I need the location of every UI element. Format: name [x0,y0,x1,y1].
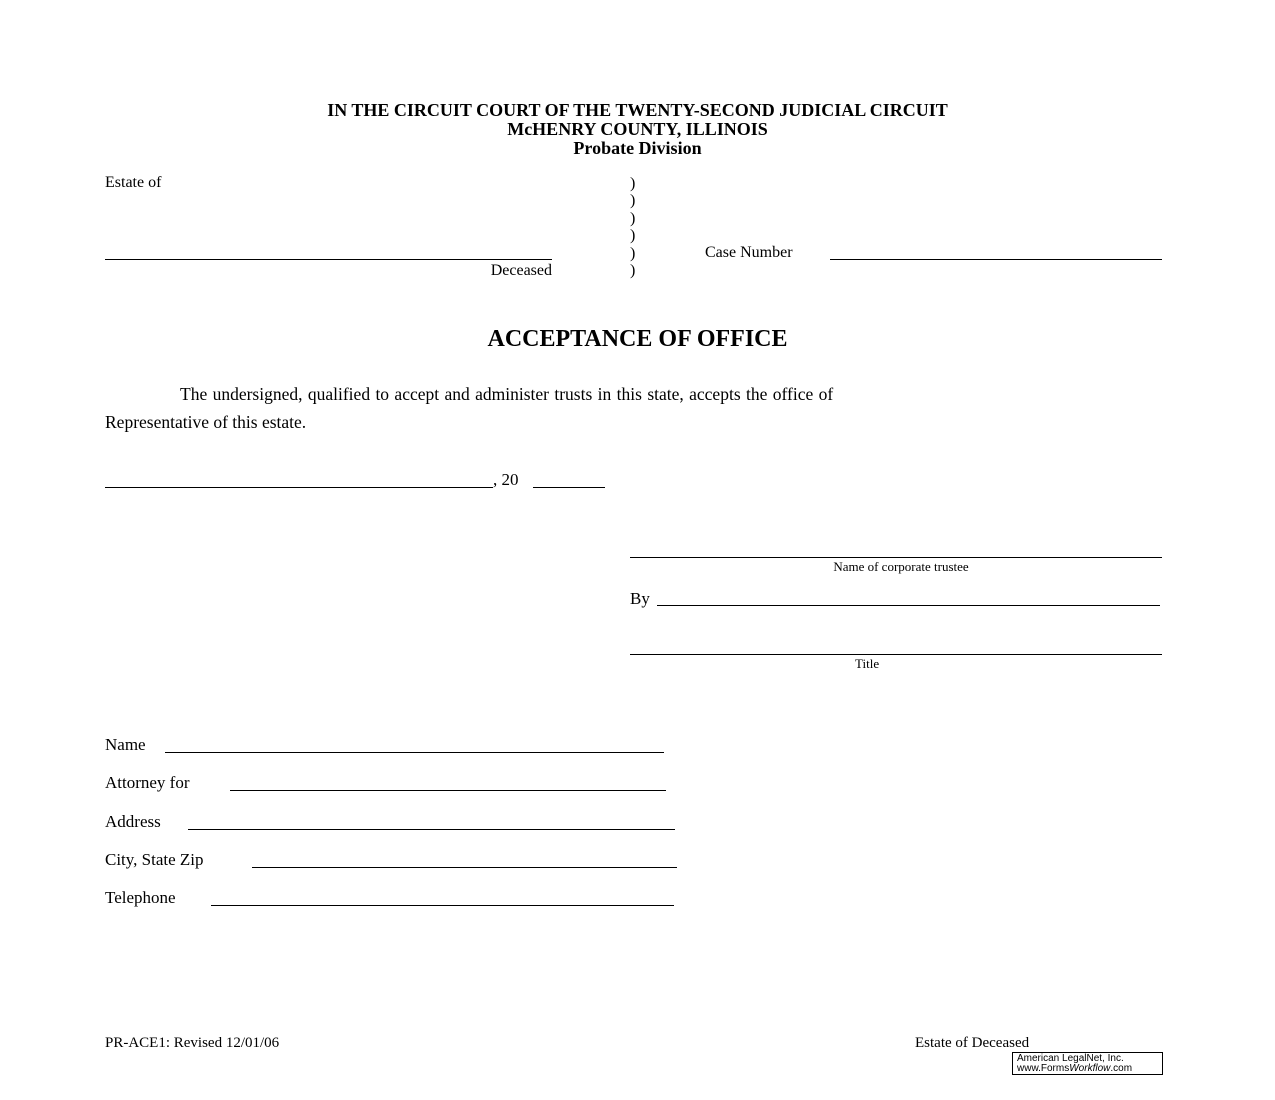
decedent-name-field[interactable] [105,259,552,260]
name-label: Name [105,735,146,754]
form-id: PR-ACE1: Revised 12/01/06 [105,1035,280,1051]
american-legalnet-logo [1012,1052,1163,1075]
body-line-2: Representative of this estate. [105,412,307,432]
caption-paren: ) [630,210,636,227]
attorney-for-field[interactable] [230,790,666,791]
body-line-1: The undersigned, qualified to accept and administer trusts in this state, accepts the office of [180,384,834,404]
caption-paren: ) [630,227,636,244]
case-number-label: Case Number [705,244,793,261]
corporate-trustee-label: Name of corporate trustee [833,559,969,574]
year-field[interactable] [533,487,605,488]
caption-paren: ) [630,262,636,279]
caption-paren: ) [630,175,636,192]
logo-text: Workflow [1069,1063,1111,1074]
footer-estate: Estate of Deceased [915,1035,1030,1051]
by-label: By [630,589,650,608]
caption-paren: ) [630,245,636,262]
document-title: ACCEPTANCE OF OFFICE [487,326,788,352]
logo-text: www.Forms [1017,1063,1070,1074]
year-prefix: , 20 [493,470,519,489]
estate-of-label: Estate of [105,174,162,191]
court-heading: IN THE CIRCUIT COURT OF THE TWENTY-SECOND JUDICIAL CIRCUIT [327,100,948,120]
corporate-trustee-field[interactable] [630,557,1162,558]
deceased-label: Deceased [490,262,552,279]
title-label: Title [855,656,880,671]
signer-title-field[interactable] [630,654,1162,655]
logo-line-1: American LegalNet, Inc. [1017,1053,1124,1064]
county-heading: McHENRY COUNTY, ILLINOIS [507,119,768,139]
case-number-field[interactable] [830,259,1162,260]
address-field[interactable] [188,829,675,830]
address-label: Address [105,812,161,831]
logo-line-2 [1017,1064,1162,1074]
attorney-for-label: Attorney for [105,773,190,792]
city-state-zip-field[interactable] [252,867,677,868]
by-signature-field[interactable] [657,605,1160,606]
telephone-field[interactable] [211,905,674,906]
date-field[interactable] [105,487,493,488]
telephone-label: Telephone [105,888,176,907]
logo-text: .com [1110,1063,1133,1074]
city-state-zip-label: City, State Zip [105,850,204,869]
name-field[interactable] [165,752,664,753]
caption-paren: ) [630,192,636,209]
division-heading: Probate Division [573,138,702,158]
